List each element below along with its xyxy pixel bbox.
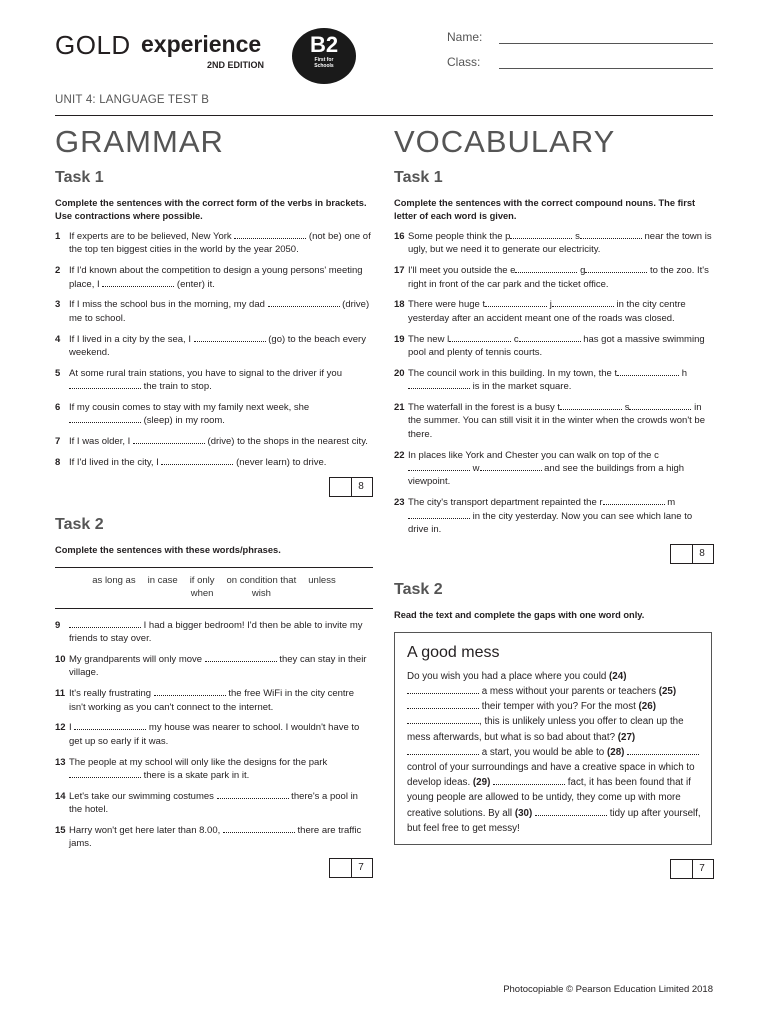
exercise-item [55, 721, 373, 748]
exercise-item [55, 687, 373, 714]
vocab-task2-score [394, 859, 714, 881]
answer-gap[interactable] [133, 435, 205, 444]
gap-number: (25) [658, 686, 677, 698]
exercise-item [394, 230, 714, 257]
name-label: Name: [447, 30, 483, 44]
grammar-task1-instruction: Complete the sentences with the correct form of the verbs in brackets. Use contractions where possible. [55, 198, 367, 221]
item-number: 1 [55, 231, 61, 242]
exercise-item [55, 333, 373, 360]
logo [55, 28, 365, 84]
answer-gap[interactable] [69, 414, 141, 423]
item-text: If I miss the school bus in the morning, my dad [69, 299, 268, 311]
item-number: 17 [394, 265, 405, 277]
answer-gap[interactable] [223, 824, 295, 833]
grammar-task2-items [55, 619, 373, 851]
vocab-task1-instruction: Complete the sentences with the correct compound nouns. The first letter of each word is given. [394, 198, 696, 221]
word-option [92, 574, 135, 600]
item-text: h [679, 367, 688, 379]
answer-gap[interactable] [552, 298, 614, 307]
exercise-item [55, 824, 373, 851]
item-text: there is a skate park in it. [141, 770, 250, 782]
item-text: in the summer. You can still visit it in the winter when the crowds won't be there. [408, 402, 705, 440]
item-number: 13 [55, 756, 66, 768]
class-line[interactable] [499, 68, 713, 69]
answer-gap[interactable] [69, 619, 141, 628]
item-text: If experts are to be believed, New York [69, 231, 235, 242]
answer-gap[interactable] [234, 230, 306, 239]
item-text: Harry won't get here later than 8.00, [69, 825, 223, 837]
item-number: 19 [394, 333, 405, 345]
answer-gap[interactable] [161, 456, 233, 465]
exercise-item [55, 230, 373, 257]
item-text: j [547, 299, 552, 311]
text-segment: fact, it has been found that if young people are allowed to be untidy, they come up with more creative solutions. By all [407, 777, 691, 819]
item-text: If I lived in a city by the sea, I [69, 333, 194, 345]
vocab-task1-score [394, 544, 714, 566]
item-text: and see the buildings from a high viewpoint. [408, 463, 685, 488]
badge-sub-line-1: First for [314, 57, 334, 63]
badge-sub-line-2: Schools [314, 63, 334, 69]
answer-gap[interactable] [485, 298, 547, 307]
word-box [55, 567, 373, 609]
answer-gap[interactable] [407, 746, 479, 755]
text-segment: their temper with you? For the most [479, 701, 639, 713]
exercise-item [394, 367, 714, 394]
item-text: m [664, 497, 676, 509]
score-box[interactable] [329, 477, 373, 497]
word-option-line: on condition that [226, 574, 297, 586]
item-number: 2 [55, 265, 61, 277]
answer-gap[interactable] [74, 721, 146, 730]
item-text: If I'd lived in the city, I [69, 457, 162, 469]
item-number: 22 [394, 449, 405, 461]
vocab-task2-instruction: Read the text and complete the gaps with one word only. [394, 609, 645, 620]
gap-number: (29) [472, 777, 491, 789]
word-option-line: if only [189, 574, 215, 586]
item-number: 11 [55, 688, 66, 700]
item-text: has got a massive swimming pool and plenty of tennis courts. [408, 333, 705, 359]
answer-gap[interactable] [480, 462, 542, 471]
item-number: 5 [55, 367, 61, 379]
exercise-item [55, 298, 373, 325]
item-text: There were huge t [408, 299, 486, 311]
item-number: 10 [55, 654, 66, 666]
word-option-line: unless [308, 574, 336, 586]
exercise-item [55, 756, 373, 783]
exercise-item [55, 401, 373, 428]
score-total: 8 [699, 547, 705, 559]
gap-number: (26) [638, 701, 656, 713]
name-field[interactable] [447, 30, 713, 46]
gap-number: (24) [609, 670, 627, 682]
level-badge [292, 28, 356, 84]
item-text: near the town is ugly, but we need it to generate our electricity. [408, 231, 712, 256]
answer-gap[interactable] [515, 264, 577, 273]
word-option [148, 574, 178, 600]
item-text: Let's take our swimming costumes [69, 790, 217, 802]
item-text: It's really frustrating [69, 688, 154, 700]
answer-gap[interactable] [154, 687, 226, 696]
item-text: s [622, 402, 630, 414]
answer-gap[interactable] [102, 278, 174, 287]
item-text: w [470, 463, 480, 475]
vocab-task1-items [394, 230, 714, 536]
item-text: My grandparents will only move [69, 654, 205, 666]
item-text: my house was nearer to school. I wouldn't have to get up so early if it was. [69, 722, 360, 747]
word-option-line: when [190, 587, 214, 599]
answer-gap[interactable] [493, 776, 565, 785]
exercise-item [55, 435, 373, 448]
exercise-item [394, 496, 714, 536]
reading-text-box [394, 632, 712, 845]
exercise-item [394, 298, 714, 325]
item-number: 15 [55, 825, 66, 837]
text-segment: a mess without your parents or teachers [479, 686, 659, 698]
answer-gap[interactable] [629, 401, 691, 410]
answer-gap[interactable] [205, 653, 277, 662]
item-text: I'll meet you outside the e [408, 265, 516, 277]
text-segment: tidy up after yourself, but feel free to get messy! [407, 807, 701, 834]
exercise-item [55, 653, 373, 680]
word-option-line: as long as [92, 574, 136, 586]
item-text: s [572, 231, 580, 242]
item-text: is in the market square. [470, 381, 572, 393]
answer-gap[interactable] [408, 462, 470, 471]
exercise-item [55, 456, 373, 469]
vocab-task1-title: Task 1 [394, 169, 443, 186]
text-segment: Do you wish you had a place where you could [407, 670, 610, 682]
item-text: If I'd known about the competition to design a young persons' meeting place, I [69, 265, 363, 290]
score-box[interactable] [670, 544, 714, 564]
gap-number: (28) [606, 746, 625, 758]
item-number: 7 [55, 436, 61, 448]
item-text: to the zoo. It's right in front of the car park and the ticket office. [408, 265, 709, 290]
item-text: the free WiFi in the city centre isn't working as you can't connect to the internet. [69, 688, 354, 713]
item-text: c [511, 333, 519, 345]
text-segment: , this is unlikely unless you offer to clean up the mess afterwards, but what is so bad about that? [407, 716, 684, 743]
item-text: The waterfall in the forest is a busy t [408, 402, 561, 414]
answer-gap[interactable] [627, 746, 699, 755]
exercise-item [394, 264, 714, 291]
word-option [308, 574, 335, 600]
item-text: (go) to the beach every weekend. [69, 333, 366, 359]
word-option [190, 574, 215, 600]
vocab-task2-title: Task 2 [394, 580, 443, 598]
item-text: The new l [408, 333, 450, 345]
exercise-item [55, 790, 373, 817]
answer-gap[interactable] [268, 298, 340, 307]
header-divider [55, 115, 713, 116]
item-text: there's a pool in the hotel. [69, 790, 358, 816]
grammar-task1-title: Task 1 [55, 169, 104, 186]
item-text: Some people think the p [408, 231, 511, 242]
item-text: I [69, 722, 75, 734]
item-text: At some rural train stations, you have to signal to the driver if you [69, 367, 342, 379]
item-number: 18 [394, 299, 405, 311]
item-number: 8 [55, 457, 61, 469]
item-text: the train to stop. [141, 381, 212, 393]
item-number: 21 [394, 402, 405, 414]
copyright-footer: Photocopiable © Pearson Education Limited 2018 [503, 984, 713, 995]
item-text: in the city yesterday. Now you can see which lane to drive in. [408, 510, 693, 536]
answer-gap[interactable] [69, 380, 141, 389]
item-text: I had a bigger bedroom! I'd then be able to invite my friends to stay over. [69, 619, 363, 645]
class-field[interactable] [447, 55, 713, 71]
item-number: 23 [394, 497, 405, 509]
logo-experience-text: experience [141, 31, 262, 57]
answer-gap[interactable] [519, 333, 581, 342]
unit-title: UNIT 4: LANGUAGE TEST B [55, 94, 210, 106]
item-text: (drive) to the shops in the nearest city. [204, 436, 368, 448]
grammar-task2-title: Task 2 [55, 515, 104, 533]
exercise-item [55, 367, 373, 394]
score-box[interactable] [329, 858, 373, 878]
exercise-item [55, 264, 373, 291]
grammar-task2-instruction: Complete the sentences with these words/phrases. [55, 544, 281, 555]
answer-gap[interactable] [617, 367, 679, 376]
item-text: (drive) me to school. [69, 299, 370, 324]
item-text: The city's transport department repainted the r [408, 497, 603, 509]
item-text: In places like York and Chester you can walk on top of the c [408, 449, 659, 461]
answer-gap[interactable] [449, 333, 511, 342]
score-box[interactable] [670, 859, 714, 879]
answer-gap[interactable] [408, 510, 470, 519]
answer-gap[interactable] [69, 769, 141, 778]
gap-number: (27) [617, 731, 636, 743]
answer-gap[interactable] [407, 685, 479, 694]
answer-gap[interactable] [603, 496, 665, 505]
item-number: 12 [55, 722, 66, 734]
vocabulary-title: VOCABULARY [394, 124, 616, 159]
grammar-title: GRAMMAR [55, 124, 224, 159]
answer-gap[interactable] [194, 333, 266, 342]
item-number: 20 [394, 367, 405, 379]
answer-gap[interactable] [510, 230, 572, 239]
exercise-item [55, 619, 373, 646]
answer-gap[interactable] [407, 700, 479, 709]
grammar-task2-score [55, 858, 373, 880]
item-text: The people at my school will only like the designs for the park [69, 756, 328, 768]
word-option-line: in case [147, 574, 178, 586]
item-text: they can stay in their village. [69, 654, 367, 679]
grammar-task1-score [55, 477, 373, 499]
item-text: If I was older, I [69, 436, 133, 448]
item-text: (enter) it. [174, 278, 215, 290]
item-number: 3 [55, 299, 61, 311]
reading-text-body [407, 669, 701, 836]
item-text: (not be) one of the top ten biggest cities in the world by the year 2050. [69, 231, 371, 256]
score-total: 8 [358, 480, 364, 492]
vocabulary-column [394, 120, 714, 881]
answer-gap[interactable] [217, 790, 289, 799]
item-text: in the city centre yesterday after an accident meant one of the roads was closed. [408, 299, 686, 324]
item-number: 14 [55, 790, 66, 802]
answer-gap[interactable] [407, 715, 479, 724]
answer-gap[interactable] [580, 230, 642, 239]
item-text: g [577, 265, 586, 277]
score-total: 7 [699, 863, 705, 875]
item-text: (sleep) in my room. [141, 415, 225, 427]
item-number: 6 [55, 402, 61, 414]
logo-gold-text: GOLD [55, 30, 131, 60]
item-number: 16 [394, 231, 405, 242]
item-number: 9 [55, 619, 61, 631]
answer-gap[interactable] [535, 807, 607, 816]
grammar-task1-items [55, 230, 373, 469]
item-number: 4 [55, 333, 61, 345]
word-option-line: wish [251, 587, 271, 599]
gap-number: (30) [514, 807, 533, 819]
score-total: 7 [358, 862, 364, 874]
exercise-item [394, 401, 714, 441]
name-line[interactable] [499, 43, 713, 44]
class-label: Class: [447, 55, 481, 69]
item-text: there are traffic jams. [69, 825, 362, 850]
item-text: (never learn) to drive. [233, 457, 327, 469]
word-option [227, 574, 297, 600]
exercise-item [394, 333, 714, 360]
badge-level: B2 [309, 32, 339, 57]
text-segment: a start, you would be able to [479, 746, 607, 758]
item-text: If my cousin comes to stay with my family next week, she [69, 402, 310, 414]
answer-gap[interactable] [408, 380, 470, 389]
answer-gap[interactable] [585, 264, 647, 273]
grammar-column [55, 120, 373, 880]
logo-edition-text: 2ND EDITION [207, 60, 265, 70]
item-text: The council work in this building. In my town, the t [408, 367, 618, 379]
answer-gap[interactable] [560, 401, 622, 410]
exercise-item [394, 449, 714, 489]
reading-text-title: A good mess [407, 643, 500, 661]
text-segment: control of your surroundings and have a creative space in which to develop ideas. [407, 762, 695, 789]
